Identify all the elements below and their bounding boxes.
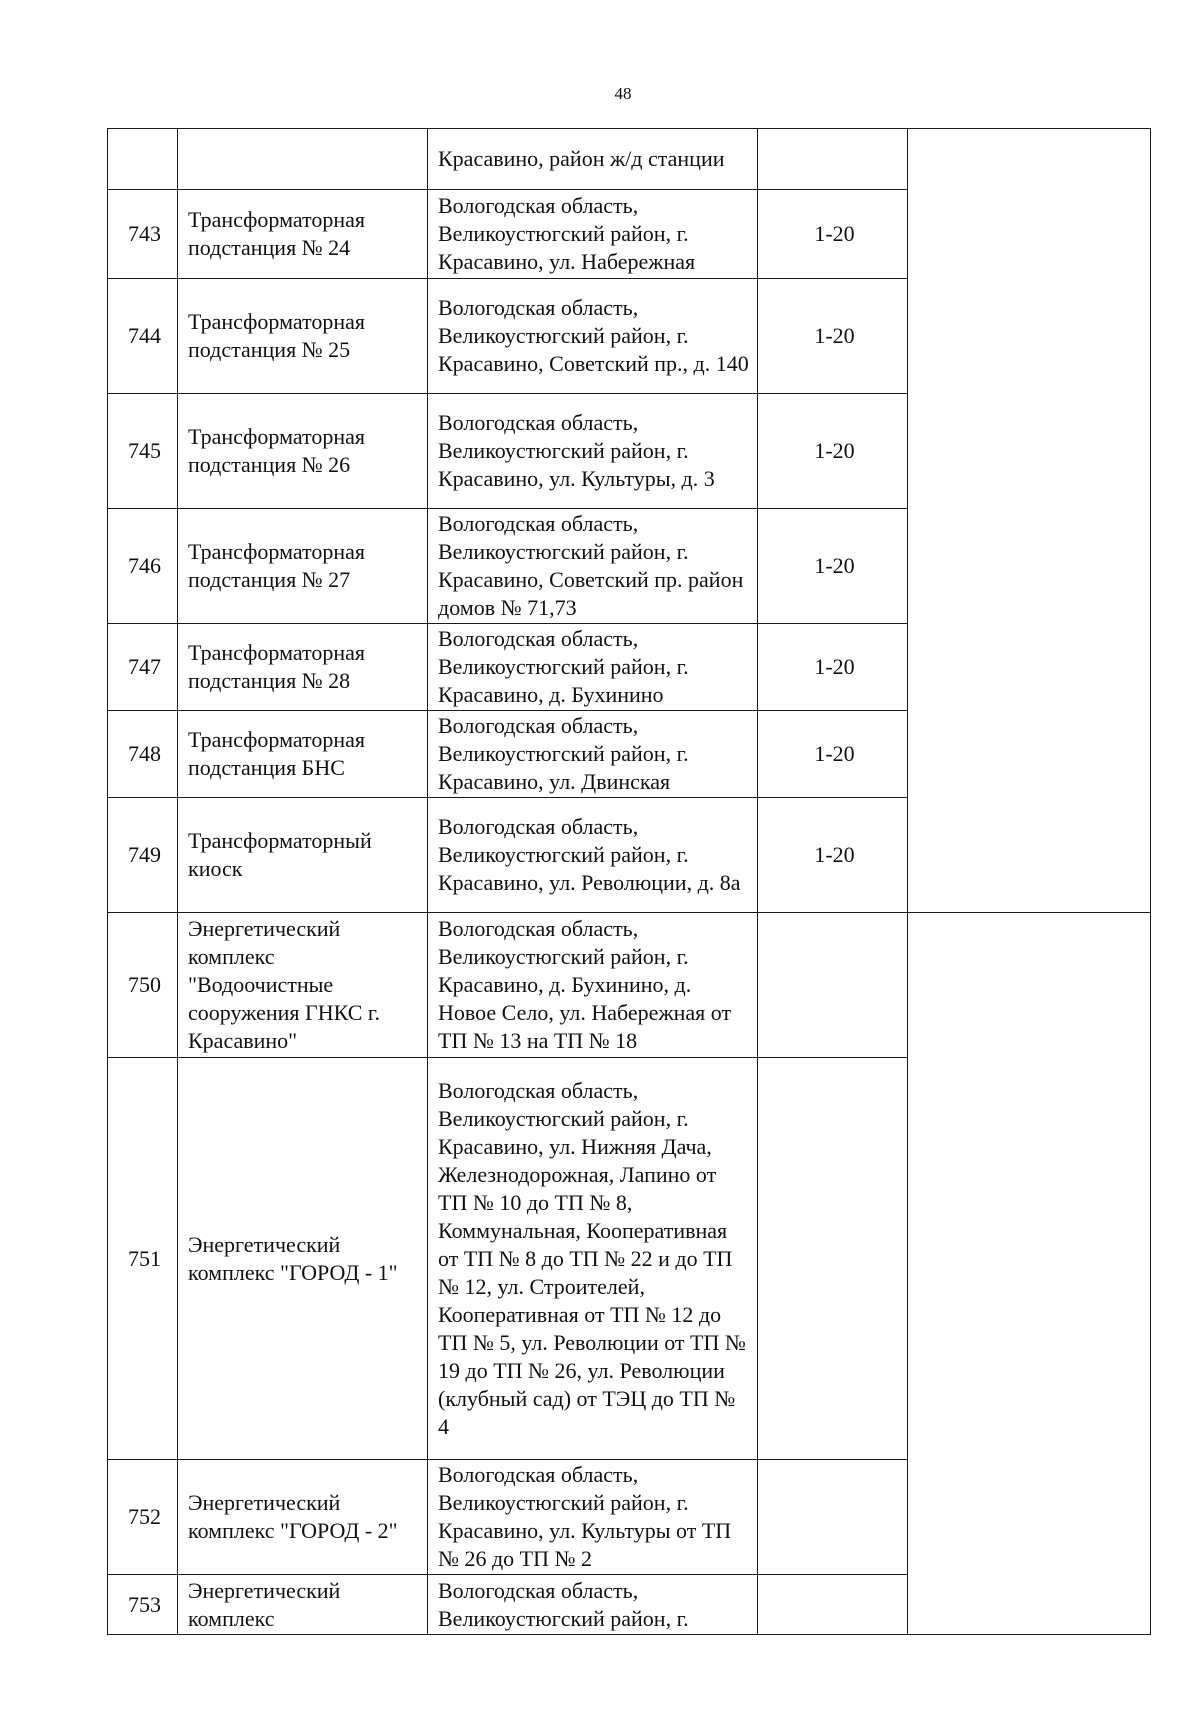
object-name: Трансформаторная подстанция № 26 [178, 394, 428, 509]
object-address: Вологодская область, Великоустюгский район, г. Красавино, ул. Культуры от ТП № 26 до ТП № 2 [428, 1460, 758, 1575]
zone-value: 1-20 [758, 279, 908, 394]
object-name: Энергетический комплекс "ГОРОД - 1" [178, 1058, 428, 1460]
object-name: Трансформаторный киоск [178, 798, 428, 913]
table-row [108, 129, 1151, 190]
row-number: 745 [108, 394, 178, 509]
object-address: Красавино, район ж/д станции [428, 129, 758, 190]
object-name: Энергетический комплекс "Водоочистные сооружения ГНКС г. Красавино" [178, 913, 428, 1058]
row-number: 743 [108, 190, 178, 279]
empty-column-cell [908, 129, 1151, 913]
zone-value: 1-20 [758, 624, 908, 711]
empty-column-cell [908, 913, 1151, 1635]
zone-value [758, 1575, 908, 1635]
registry-table [107, 128, 1151, 1635]
object-address: Вологодская область, Великоустюгский район, г. Красавино, ул. Набережная [428, 190, 758, 279]
object-name: Трансформаторная подстанция БНС [178, 711, 428, 798]
object-address: Вологодская область, Великоустюгский район, г. Красавино, д. Бухинино, д. Новое Село, ул. Набережная от ТП № 13 на ТП № 18 [428, 913, 758, 1058]
page-number: 48 [614, 84, 632, 103]
row-number: 750 [108, 913, 178, 1058]
zone-value [758, 1460, 908, 1575]
object-address: Вологодская область, Великоустюгский район, г. Красавино, ул. Нижняя Дача, Железнодорожная, Лапино от ТП № 10 до ТП № 8, Коммунальная, Кооперативная от ТП № 8 до ТП № 22 и до ТП № 12, ул. Строителей, Кооперативная от ТП № 12 до ТП № 5, ул. Революции от ТП № 19 до ТП № 26, ул. Революции (клубный сад) от ТЭЦ до ТП № 4 [428, 1058, 758, 1460]
row-number: 746 [108, 509, 178, 624]
zone-value [758, 913, 908, 1058]
zone-value: 1-20 [758, 798, 908, 913]
object-name: Трансформаторная подстанция № 27 [178, 509, 428, 624]
row-number: 748 [108, 711, 178, 798]
zone-value: 1-20 [758, 509, 908, 624]
object-address: Вологодская область, Великоустюгский район, г. Красавино, ул. Революции, д. 8а [428, 798, 758, 913]
object-name: Трансформаторная подстанция № 24 [178, 190, 428, 279]
zone-value: 1-20 [758, 190, 908, 279]
row-number: 747 [108, 624, 178, 711]
object-address: Вологодская область, Великоустюгский район, г. [428, 1575, 758, 1635]
object-address: Вологодская область, Великоустюгский район, г. Красавино, д. Бухинино [428, 624, 758, 711]
object-name: Энергетический комплекс [178, 1575, 428, 1635]
row-number: 744 [108, 279, 178, 394]
object-name [178, 129, 428, 190]
object-name: Трансформаторная подстанция № 25 [178, 279, 428, 394]
row-number [108, 129, 178, 190]
row-number: 753 [108, 1575, 178, 1635]
object-address: Вологодская область, Великоустюгский район, г. Красавино, Советский пр. район домов № 71,73 [428, 509, 758, 624]
zone-value: 1-20 [758, 394, 908, 509]
zone-value [758, 129, 908, 190]
row-number: 749 [108, 798, 178, 913]
object-address: Вологодская область, Великоустюгский район, г. Красавино, ул. Двинская [428, 711, 758, 798]
object-name: Энергетический комплекс "ГОРОД - 2" [178, 1460, 428, 1575]
object-address: Вологодская область, Великоустюгский район, г. Красавино, Советский пр., д. 140 [428, 279, 758, 394]
zone-value: 1-20 [758, 711, 908, 798]
row-number: 752 [108, 1460, 178, 1575]
zone-value [758, 1058, 908, 1460]
object-address: Вологодская область, Великоустюгский район, г. Красавино, ул. Культуры, д. 3 [428, 394, 758, 509]
object-name: Трансформаторная подстанция № 28 [178, 624, 428, 711]
table-row [108, 913, 1151, 1058]
row-number: 751 [108, 1058, 178, 1460]
